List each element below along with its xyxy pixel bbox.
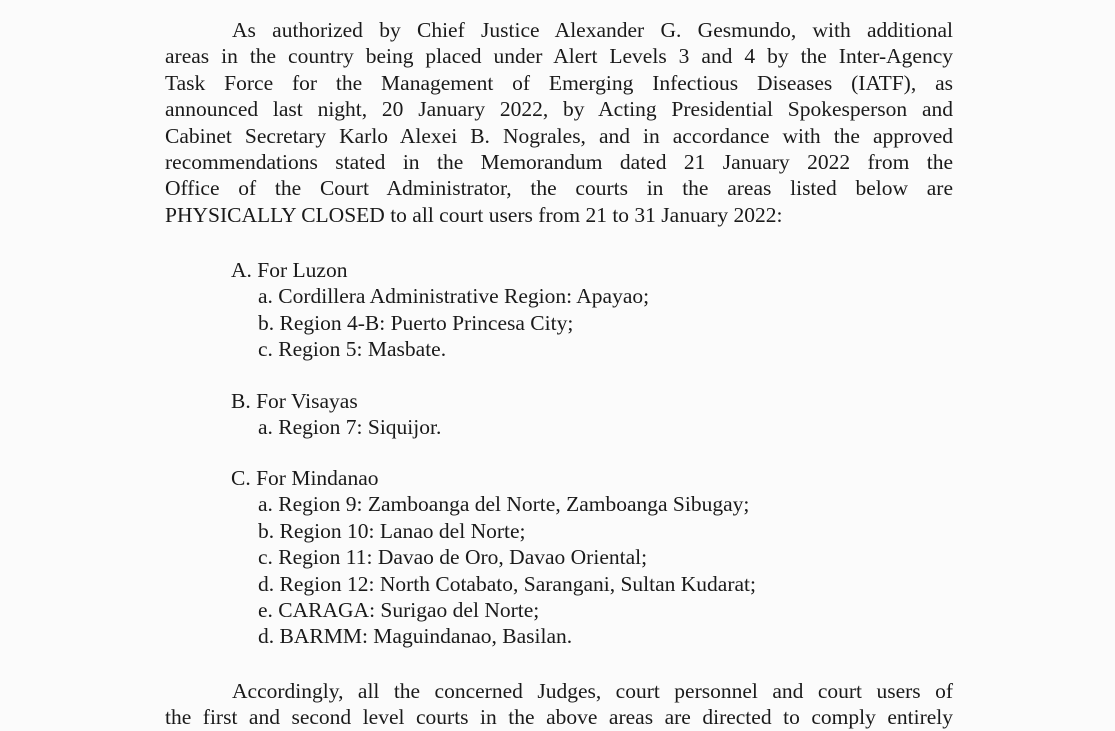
closing-line: the first and second level courts in the above areas are directed to comply entirely xyxy=(165,705,953,730)
section-heading: B. For Visayas xyxy=(231,389,358,413)
section-visayas xyxy=(231,388,441,441)
list-item: d. Region 12: North Cotabato, Sarangani, Sultan Kudarat; xyxy=(258,571,756,596)
intro-paragraph xyxy=(165,17,953,228)
closing-line: Accordingly, all the concerned Judges, court personnel and court users of xyxy=(232,679,953,703)
list-item: a. Cordillera Administrative Region: Apayao; xyxy=(258,284,650,309)
list-item: b. Region 4-B: Puerto Princesa City; xyxy=(258,310,574,335)
intro-line: recommendations stated in the Memorandum dated 21 January 2022 from the xyxy=(165,149,953,174)
list-item: a. Region 9: Zamboanga del Norte, Zamboanga Sibugay; xyxy=(258,492,750,517)
section-heading: A. For Luzon xyxy=(231,258,348,282)
section-luzon xyxy=(231,257,649,363)
list-item: a. Region 7: Siquijor. xyxy=(258,415,442,440)
intro-line: PHYSICALLY CLOSED to all court users from 21 to 31 January 2022: xyxy=(165,202,783,227)
intro-line: announced last night, 20 January 2022, by Acting Presidential Spokesperson and xyxy=(165,97,953,122)
intro-line: areas in the country being placed under Alert Levels 3 and 4 by the Inter-Agency xyxy=(165,44,953,69)
list-item: e. CARAGA: Surigao del Norte; xyxy=(258,597,540,622)
list-item: c. Region 11: Davao de Oro, Davao Oriental; xyxy=(258,545,648,570)
list-item: c. Region 5: Masbate. xyxy=(258,337,447,362)
closing-paragraph xyxy=(165,678,953,731)
intro-line: As authorized by Chief Justice Alexander G. Gesmundo, with additional xyxy=(232,18,953,42)
list-item: b. Region 10: Lanao del Norte; xyxy=(258,518,526,543)
intro-line: Office of the Court Administrator, the courts in the areas listed below are xyxy=(165,176,953,201)
section-mindanao xyxy=(231,465,756,650)
intro-line: Cabinet Secretary Karlo Alexei B. Nograles, and in accordance with the approved xyxy=(165,123,953,148)
section-heading: C. For Mindanao xyxy=(231,466,379,490)
intro-line: Task Force for the Management of Emerging Infectious Diseases (IATF), as xyxy=(165,70,953,95)
list-item: d. BARMM: Maguindanao, Basilan. xyxy=(258,624,573,649)
